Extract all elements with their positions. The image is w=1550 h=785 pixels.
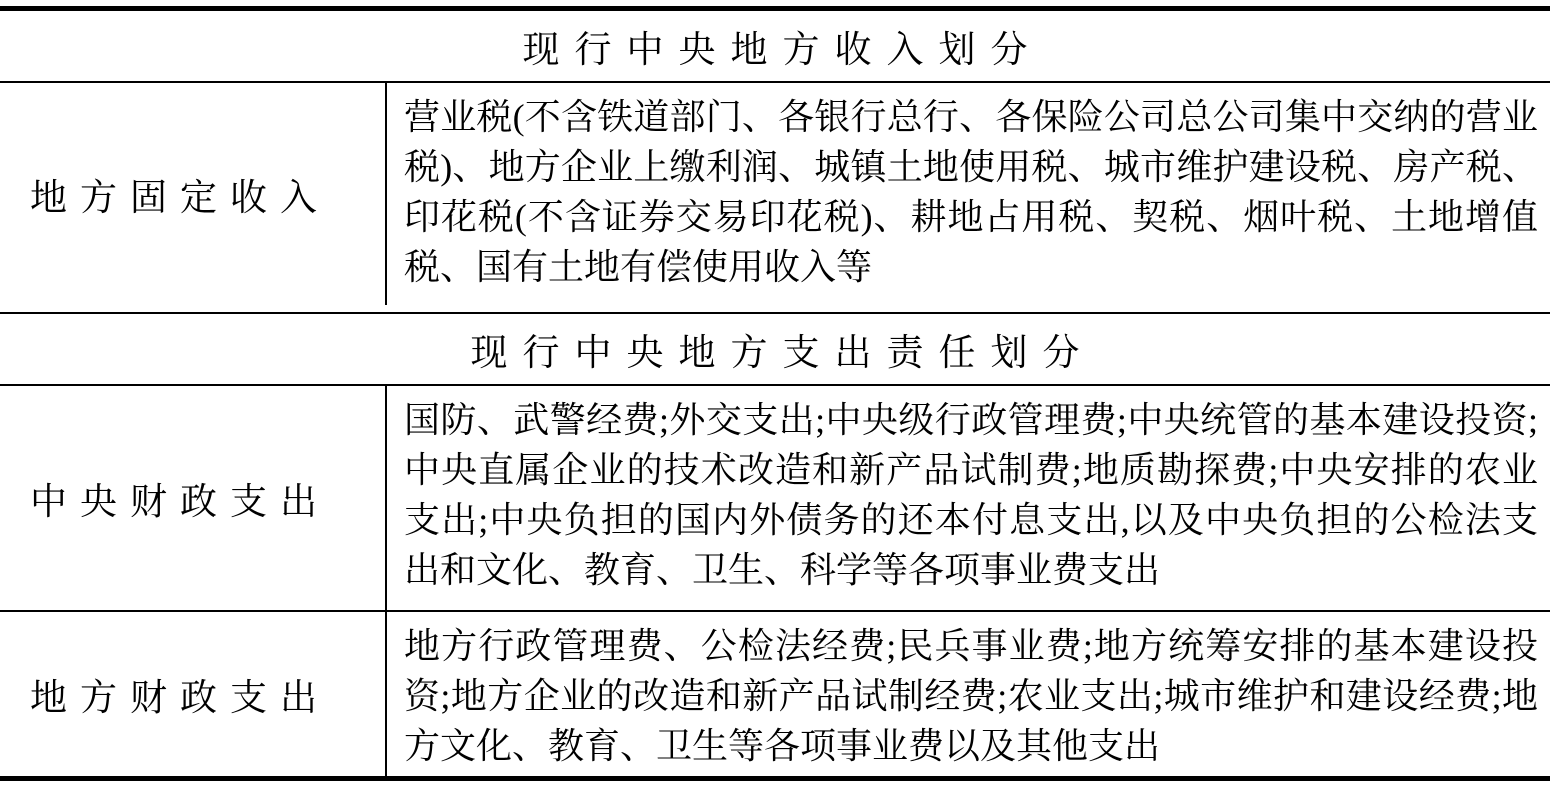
row-content-local-fixed-revenue: 营业税(不含铁道部门、各银行总行、各保险公司总公司集中交纳的营业税)、地方企业上缴利润、城镇土地使用税、城市维护建设税、房产税、印花税(不含证券交易印花税)、耕地占用税、契税、烟叶税、土地增值税、国有土地有偿使用收入等 bbox=[385, 83, 1550, 305]
section-header-expenditure-division: 现行中央地方支出责任划分 bbox=[0, 314, 1550, 386]
row-content-central-fiscal-expenditure: 国防、武警经费;外交支出;中央级行政管理费;中央统管的基本建设投资;中央直属企业的技术改造和新产品试制费;地质勘探费;中央安排的农业支出;中央负担的国内外债务的还本付息支出,以及中央负担的公检法支出和文化、教育、卫生、科学等各项事业费支出 bbox=[385, 386, 1550, 610]
row-label-local-fixed-revenue: 地方固定收入 bbox=[30, 178, 330, 219]
table-row-central-fiscal-expenditure bbox=[0, 386, 1550, 612]
row-content-local-fiscal-expenditure: 地方行政管理费、公检法经费;民兵事业费;地方统筹安排的基本建设投资;地方企业的改造和新产品试制经费;农业支出;城市维护和建设经费;地方文化、教育、卫生等各项事业费以及其他支出 bbox=[385, 612, 1550, 776]
table-row-local-fixed-revenue bbox=[0, 83, 1550, 305]
table-row-local-fiscal-expenditure bbox=[0, 612, 1550, 776]
row-label-local-fiscal-expenditure: 地方财政支出 bbox=[30, 678, 330, 719]
row-label-central-fiscal-expenditure: 中央财政支出 bbox=[30, 482, 330, 523]
section-header-revenue-division: 现行中央地方收入划分 bbox=[0, 11, 1550, 83]
fiscal-division-table bbox=[0, 6, 1550, 781]
double-rule-divider bbox=[0, 305, 1550, 314]
